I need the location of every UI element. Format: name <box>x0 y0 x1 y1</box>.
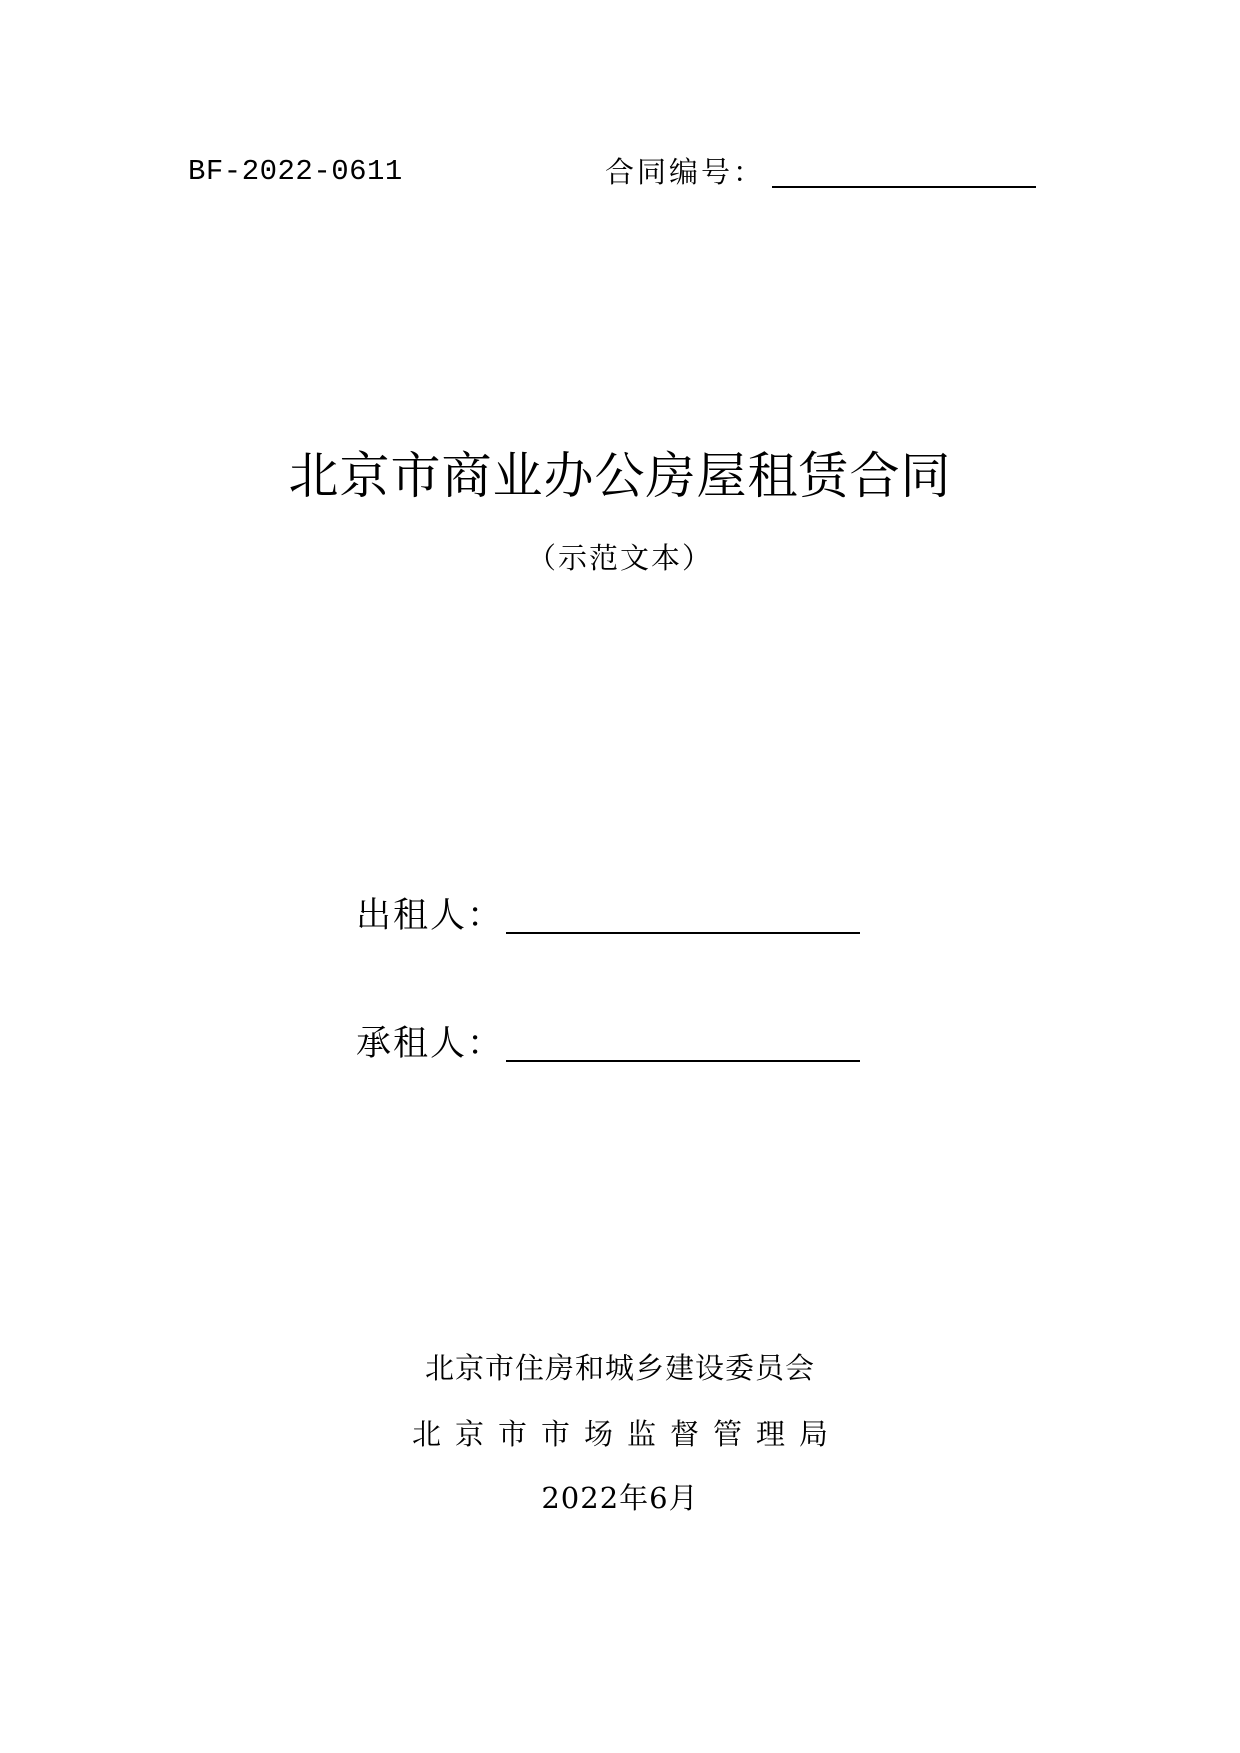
lessor-field[interactable] <box>506 932 860 934</box>
issuer-market-regulation-bureau: 北京市市场监督管理局 <box>411 1417 842 1451</box>
lessor-label: 出租人： <box>356 896 505 936</box>
document-subtitle: （示范文本） <box>526 541 713 575</box>
lessee-field[interactable] <box>506 1060 860 1062</box>
document-title: 北京市商业办公房屋租赁合同 <box>288 447 952 505</box>
lessee-label: 承租人： <box>356 1024 505 1064</box>
issuer-housing-commission: 北京市住房和城乡建设委员会 <box>424 1351 815 1385</box>
standard-code: BF-2022-0611 <box>188 155 403 188</box>
issue-date: 2022年6月 <box>541 1481 699 1515</box>
contract-number-field[interactable] <box>772 186 1036 188</box>
contract-number-label: 合同编号： <box>605 155 766 189</box>
